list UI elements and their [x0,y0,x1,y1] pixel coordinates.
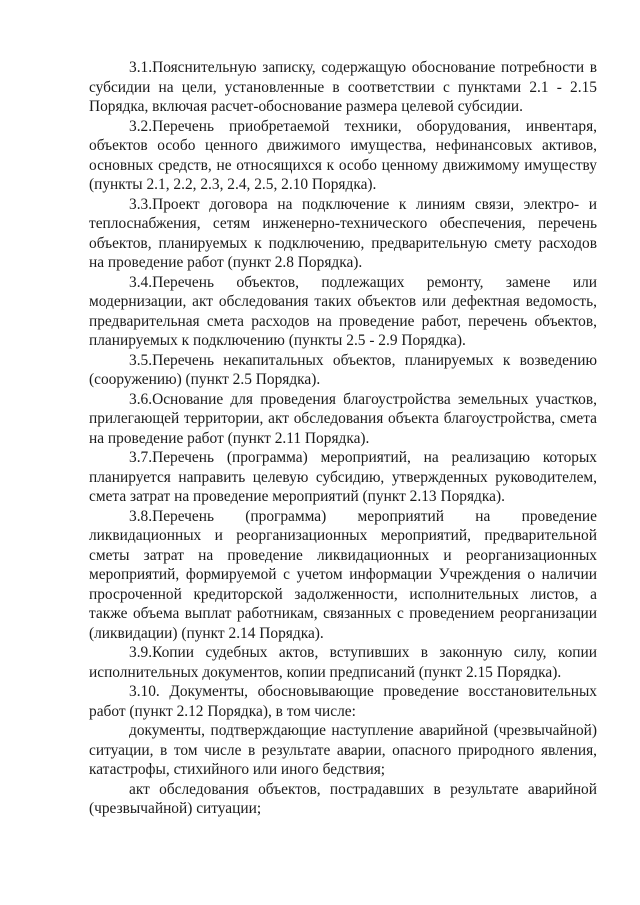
paragraph-3-1: 3.1.Пояснительную записку, содержащую обоснование потребности в субсидии на цели, установленные в соответствии с пунктами 2.1 - 2.15 Порядка, включая расчет-обоснование размера целевой субсидии. [89,59,597,115]
paragraph-3-3: 3.3.Проект договора на подключение к линиям связи, электро- и теплоснабжения, сетям инженерно-технического обеспечения, перечень объектов, планируемых к подключению, предварительную смету расходов на проведение работ (пункт 2.8 Порядка). [89,195,597,271]
paragraph-3-9: 3.9.Копии судебных актов, вступивших в законную силу, копии исполнительных документов, копии предписаний (пункт 2.15 Порядка). [89,644,597,681]
paragraph-3-8: 3.8.Перечень (программа) мероприятий на проведение ликвидационных и реорганизационных мероприятий, предварительной сметы затрат на проведение ликвидационных и реорганизационных мероприятий, формируемой с учетом информации Учреждения о наличии просроченной кредиторской задолженности, исполнительных листов, а также объема выплат работникам, связанных с проведением реорганизации (ликвидации) (пункт 2.14 Порядка). [89,507,597,642]
paragraph-3-10: 3.10. Документы, обосновывающие проведение восстановительных работ (пункт 2.12 Порядка), в том числе: [89,683,597,720]
paragraph-3-7: 3.7.Перечень (программа) мероприятий, на реализацию которых планируется направить целевую субсидию, утвержденных руководителем, смета затрат на проведение мероприятий (пункт 2.13 Порядка). [89,449,597,505]
paragraph-inspection-act: акт обследования объектов, пострадавших в результате аварийной (чрезвычайной) ситуации; [89,780,597,817]
paragraph-emergency-documents: документы, подтверждающие наступление аварийной (чрезвычайной) ситуации, в том числе в результате аварии, опасного природного явления, катастрофы, стихийного или иного бедствия; [89,722,597,778]
document-body [89,58,597,819]
paragraph-3-2: 3.2.Перечень приобретаемой техники, оборудования, инвентаря, объектов особо ценного движимого имущества, нефинансовых активов, основных средств, не относящихся к особо ценному движимому имуществу (пункты 2.1, 2.2, 2.3, 2.4, 2.5, 2.10 Порядка). [89,117,597,193]
paragraph-3-4: 3.4.Перечень объектов, подлежащих ремонту, замене или модернизации, акт обследования таких объектов или дефектная ведомость, предварительная смета расходов на проведение работ, перечень объектов, планируемых к подключению (пункты 2.5 - 2.9 Порядка). [89,273,597,349]
paragraph-3-6: 3.6.Основание для проведения благоустройства земельных участков, прилегающей территории, акт обследования объекта благоустройства, смета на проведение работ (пункт 2.11 Порядка). [89,390,597,447]
paragraph-3-5: 3.5.Перечень некапитальных объектов, планируемых к возведению (сооружению) (пункт 2.5 Порядка). [89,351,597,388]
